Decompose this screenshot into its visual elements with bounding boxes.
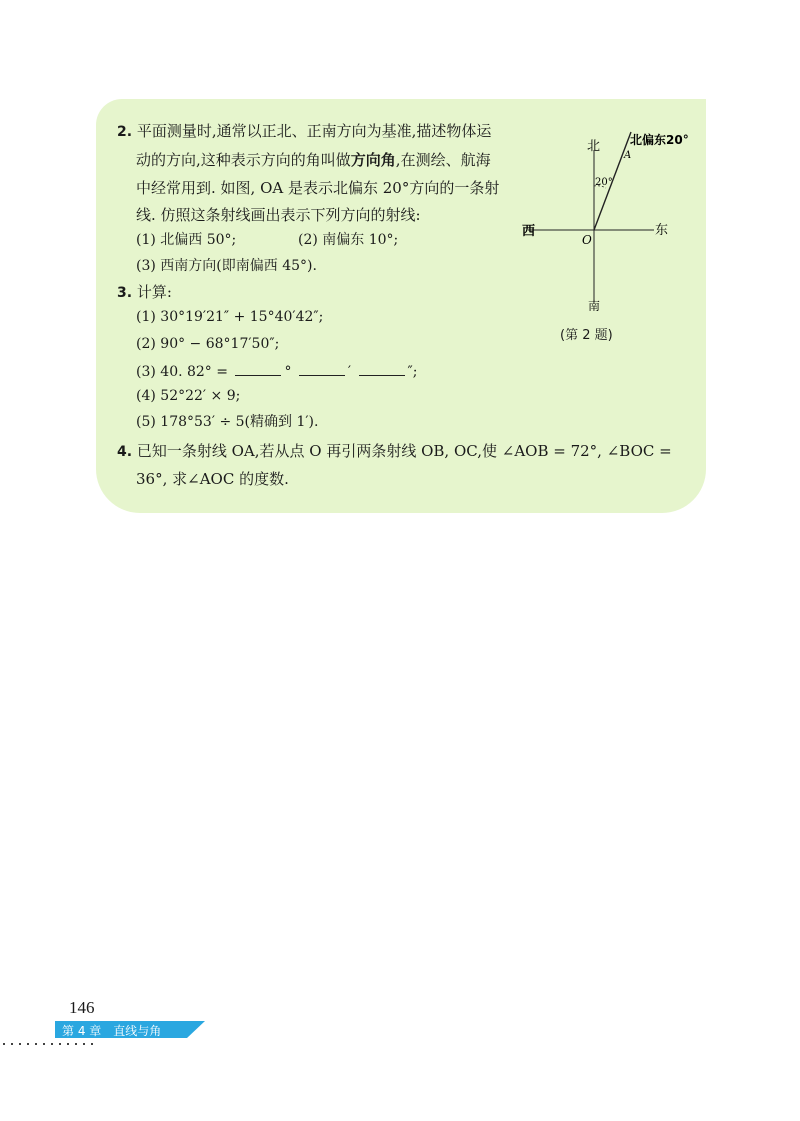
minute-mark: ′ [347,364,352,380]
problem-3-sub-2: (2) 90° − 68°17′50″; [136,336,280,352]
page-number: 146 [69,998,95,1017]
problem-3-sub-1: (1) 30°19′21″ + 15°40′42″; [136,309,324,325]
point-a-label: A [624,150,632,161]
problem-2-text-1: 平面测量时,通常以正北、正南方向为基准,描述物体运 [136,122,492,140]
problem-3-sub-4: (4) 52°22′ × 9; [136,388,241,404]
footer-dotted-line [0,1043,98,1045]
second-blank[interactable] [359,361,405,376]
ray-direction-label: 北偏东20° [630,133,689,147]
degree-mark: ° [284,364,292,380]
south-label: 南 [588,299,601,313]
problem-4-line-1 [117,441,672,462]
problem-2-text-2a: 动的方向,这种表示方向的角叫做 [136,151,351,169]
problem-2-line-4: 线. 仿照这条射线画出表示下列方向的射线: [136,206,421,224]
problem-3-sub-5: (5) 178°53′ ÷ 5(精确到 1′). [136,414,319,430]
origin-label: O [582,233,592,247]
chapter-title: 第 4 章 直线与角 [62,1024,162,1038]
problem-2-sub-1: (1) 北偏西 50°; [136,232,237,248]
minute-blank[interactable] [299,361,345,376]
east-label: 东 [655,223,669,238]
degree-blank[interactable] [235,361,281,376]
problem-2-text-2b: ,在测绘、航海 [395,151,491,169]
figure-caption: (第 2 题) [560,328,613,343]
problem-2-line-2 [136,150,491,170]
problem-2-term: 方向角 [350,151,396,169]
problem-2-line-3: 中经常用到. 如图, OA 是表示北偏东 20°方向的一条射 [136,179,500,197]
problem-2-line-1 [117,121,491,142]
problem-4-line-2: 36°, 求∠AOC 的度数. [136,470,289,488]
second-mark: ″; [407,364,418,380]
problem-3-sub-3 [136,361,418,382]
problem-3-number: 3. [117,285,133,301]
angle-label: 20° [595,177,613,188]
problem-4-text-1: 已知一条射线 OA,若从点 O 再引两条射线 OB, OC,使 ∠AOB = 72°, ∠BOC = [136,442,672,460]
problem-2-number: 2. [117,124,133,140]
problem-3-title-line [117,282,172,303]
problem-3-title: 计算: [136,283,172,301]
problem-2-sub-3: (3) 西南方向(即南偏西 45°). [136,258,317,274]
north-label: 北 [587,139,601,154]
direction-angle-figure [520,124,690,314]
problem-2-sub-2: (2) 南偏东 10°; [298,232,399,248]
problem-3-sub-3-prefix: (3) 40. 82° = [136,364,228,380]
west-label: 西 [522,224,536,239]
problem-4-number: 4. [117,444,133,460]
